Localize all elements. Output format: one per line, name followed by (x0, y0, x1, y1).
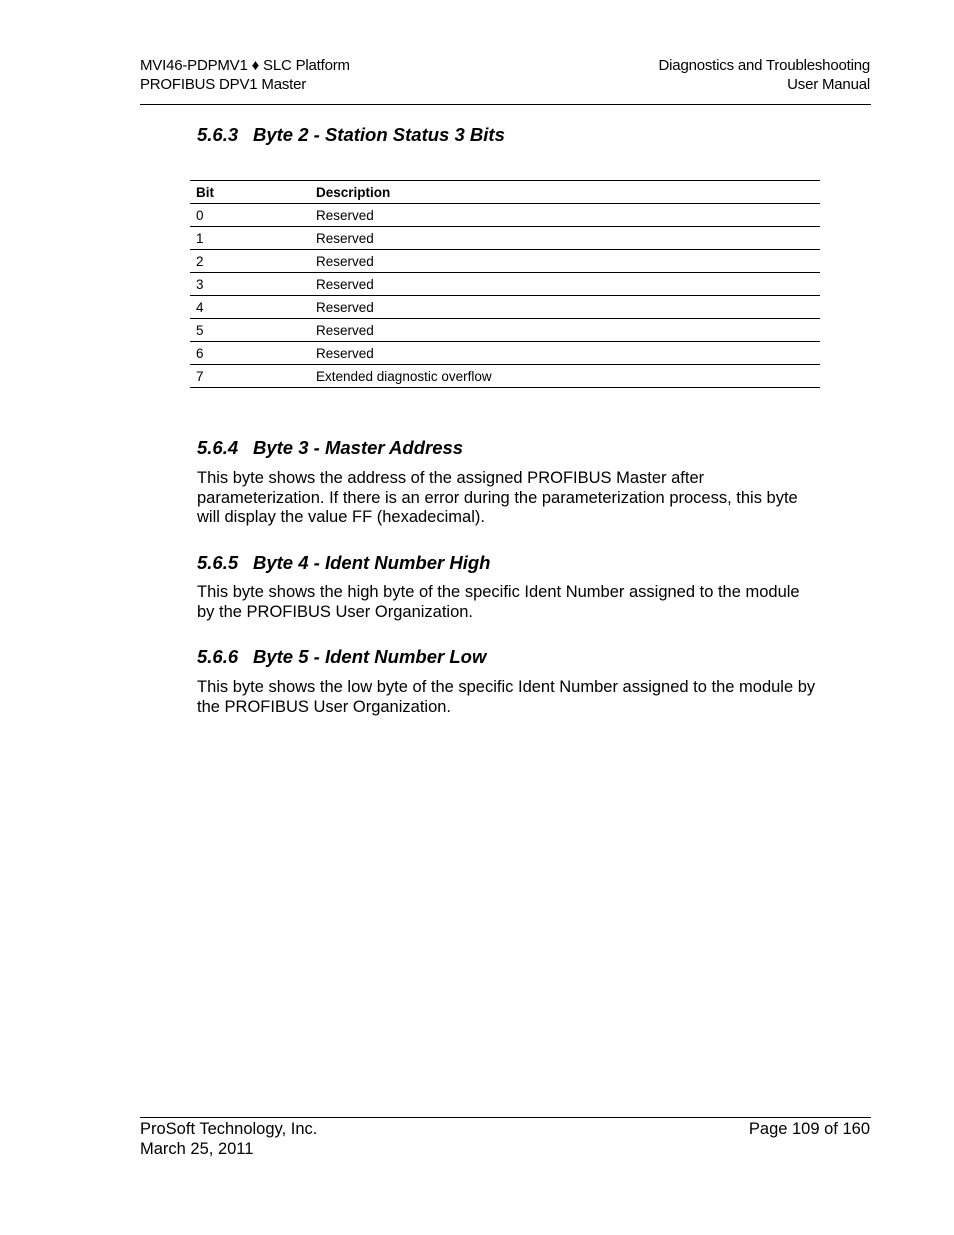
section-body-ident-low: This byte shows the low byte of the specific Ident Number assigned to the module by the PROFIBUS User Organization. (197, 678, 816, 716)
footer-page-number: Page 109 of 160 (748, 1120, 870, 1138)
section-title: Byte 2 - Station Status 3 Bits (253, 124, 505, 145)
table-row (190, 342, 820, 365)
description-cell: Reserved (310, 273, 820, 296)
bit-cell: 4 (190, 296, 310, 319)
section-body-master-address: This byte shows the address of the assigned PROFIBUS Master after parameterization. If there is an error during the parameterization process, this byte will display the value FF (hexadecimal). (197, 469, 798, 526)
bit-cell: 1 (190, 227, 310, 250)
section-number: 5.6.3 (197, 124, 239, 145)
description-cell: Reserved (310, 227, 820, 250)
table-row (190, 204, 820, 227)
section-heading-5-6-3 (197, 124, 505, 146)
bit-cell: 7 (190, 365, 310, 388)
bit-cell: 6 (190, 342, 310, 365)
section-title: Byte 5 - Ident Number Low (253, 646, 487, 667)
footer-company: ProSoft Technology, Inc. (140, 1120, 318, 1138)
table-row (190, 319, 820, 342)
section-title: Byte 4 - Ident Number High (253, 552, 491, 573)
description-cell: Extended diagnostic overflow (310, 365, 820, 388)
header-right (659, 56, 870, 94)
section-heading-5-6-4 (197, 437, 463, 459)
section-body-ident-high: This byte shows the high byte of the specific Ident Number assigned to the module by the PROFIBUS User Organization. (197, 583, 800, 621)
header-divider (140, 104, 871, 105)
table-row (190, 365, 820, 388)
section-title: Byte 3 - Master Address (253, 437, 464, 458)
table-row (190, 227, 820, 250)
header-manual: User Manual (787, 76, 870, 93)
description-cell: Reserved (310, 319, 820, 342)
column-header-bit: Bit (190, 181, 310, 204)
table-row (190, 250, 820, 273)
description-cell: Reserved (310, 342, 820, 365)
bit-cell: 2 (190, 250, 310, 273)
bit-cell: 0 (190, 204, 310, 227)
header-chapter: Diagnostics and Troubleshooting (658, 57, 870, 74)
description-cell: Reserved (310, 250, 820, 273)
footer-date: March 25, 2011 (140, 1139, 254, 1158)
table-row (190, 296, 820, 319)
bit-cell: 5 (190, 319, 310, 342)
section-number: 5.6.4 (197, 437, 239, 458)
bit-cell: 3 (190, 273, 310, 296)
header-left (140, 56, 350, 94)
footer-left (140, 1120, 317, 1159)
section-heading-5-6-5 (197, 552, 490, 574)
description-cell: Reserved (310, 296, 820, 319)
footer-divider (140, 1117, 871, 1118)
header-subtitle: PROFIBUS DPV1 Master (140, 76, 307, 93)
header-product: MVI46-PDPMV1 ♦ SLC Platform (140, 57, 350, 74)
column-header-description: Description (310, 181, 820, 204)
description-cell: Reserved (310, 204, 820, 227)
station-status-bits-table (190, 180, 820, 388)
section-heading-5-6-6 (197, 646, 486, 668)
table-row (190, 273, 820, 296)
section-number: 5.6.6 (197, 646, 239, 667)
table-header-row (190, 181, 820, 204)
section-number: 5.6.5 (197, 552, 239, 573)
